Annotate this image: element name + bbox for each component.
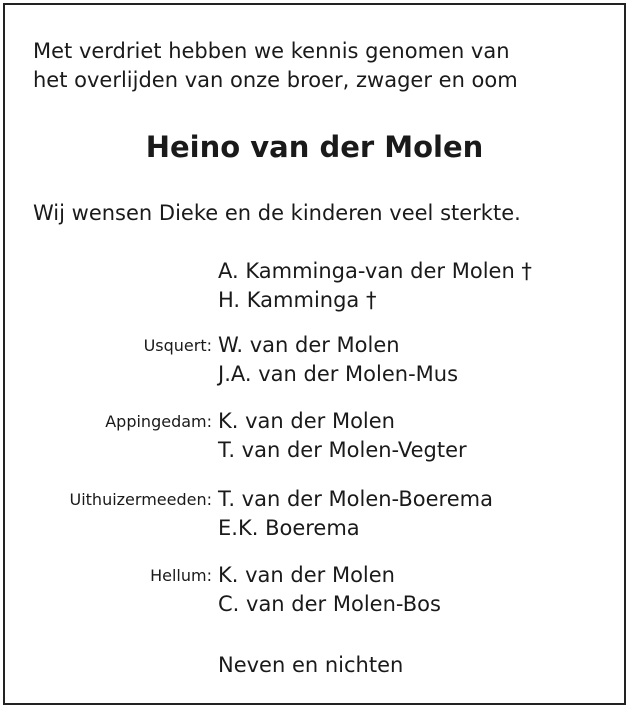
family-name: T. van der Molen-Vegter	[218, 438, 467, 462]
condolence-wish: Wij wensen Dieke en de kinderen veel sterkte.	[33, 201, 521, 225]
family-name: W. van der Molen	[218, 333, 400, 357]
family-names	[218, 257, 532, 315]
family-name: A. Kamminga-van der Molen †	[218, 259, 532, 283]
announcement-card	[3, 3, 626, 705]
intro-text	[33, 37, 518, 95]
family-names	[218, 485, 493, 543]
family-name: K. van der Molen	[218, 563, 395, 587]
intro-line-2: het overlijden van onze broer, zwager en oom	[33, 68, 518, 92]
family-name: C. van der Molen-Bos	[218, 592, 441, 616]
family-name: E.K. Boerema	[218, 516, 360, 540]
place-label: Hellum:	[150, 566, 212, 585]
place-label: Usquert:	[143, 336, 212, 355]
family-name: T. van der Molen-Boerema	[218, 487, 493, 511]
deceased-name: Heino van der Molen	[145, 130, 484, 164]
place-label: Appingedam:	[105, 412, 212, 431]
family-name: J.A. van der Molen-Mus	[218, 362, 459, 386]
intro-line-1: Met verdriet hebben we kennis genomen van	[33, 39, 510, 63]
family-names	[218, 331, 458, 389]
closing-text: Neven en nichten	[218, 653, 404, 677]
place-label: Uithuizermeeden:	[69, 490, 212, 509]
family-name: K. van der Molen	[218, 409, 395, 433]
family-names	[218, 561, 441, 619]
family-names	[218, 407, 467, 465]
family-name: H. Kamminga †	[218, 288, 377, 312]
